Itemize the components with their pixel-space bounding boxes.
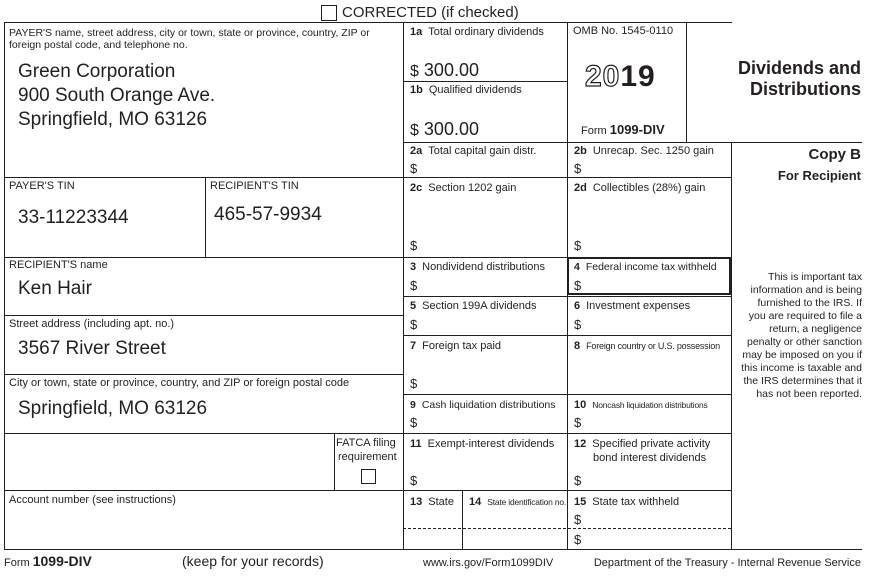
box6-label: 6 Investment expenses xyxy=(574,300,691,312)
fatca-divider xyxy=(334,433,335,490)
box2b-label: 2b Unrecap. Sec. 1250 gain xyxy=(574,145,714,157)
box15-label: 15 State tax withheld xyxy=(574,496,680,508)
row-line-7-bottom xyxy=(403,394,731,395)
box1a-amount: $ 300.00 xyxy=(410,60,479,80)
form-top-border xyxy=(4,22,732,23)
recipient-tin-label: RECIPIENT'S TIN xyxy=(210,180,299,192)
copy-for-label: For Recipient xyxy=(777,168,861,183)
box1b-label: 1b Qualified dividends xyxy=(410,84,522,96)
box11-dollar: $ xyxy=(410,473,418,488)
recipient-tin-value: 465-57-9934 xyxy=(214,204,322,225)
row-line-5-bottom xyxy=(403,335,731,336)
payer-tin-value: 33-11223344 xyxy=(18,207,129,228)
row-line-3-bottom xyxy=(403,296,731,297)
box5-label: 5 Section 199A dividends xyxy=(410,300,537,312)
payer-label: PAYER'S name, street address, city or town, state or province, country, ZIP or foreign postal code, and telephone no. xyxy=(9,27,370,51)
box7-label: 7 Foreign tax paid xyxy=(410,340,502,352)
col-divider-3-top xyxy=(686,22,687,142)
box10-dollar: $ xyxy=(574,415,582,430)
form-bottom-border xyxy=(4,549,862,550)
col-divider-3-bottom xyxy=(731,142,732,549)
recipient-name-label: RECIPIENT'S name xyxy=(9,259,108,271)
box13-14-divider xyxy=(462,490,463,549)
form-name-top: Form 1099-DIV xyxy=(581,122,665,137)
row-line-fatca-bottom xyxy=(4,490,403,491)
box7-dollar: $ xyxy=(410,376,418,391)
box4-label: 4 Federal income tax withheld xyxy=(574,261,717,273)
payer-city: Springfield, MO 63126 xyxy=(18,109,208,130)
box14-label: 14 State identification no. xyxy=(469,496,567,508)
fatca-label-line2: requirement xyxy=(338,451,397,463)
box8-label: 8 Foreign country or U.S. possession xyxy=(574,340,720,352)
box3-label: 3 Nondividend distributions xyxy=(410,261,546,273)
box4-dollar: $ xyxy=(574,278,582,293)
payer-tin-label: PAYER'S TIN xyxy=(9,180,75,192)
box12-label-line1: 12 Specified private activity xyxy=(574,438,711,450)
row-line-name-bottom xyxy=(4,315,403,316)
box15-dollar-2: $ xyxy=(574,532,582,547)
row-line-1b-bottom xyxy=(403,142,862,143)
box2d-dollar: $ xyxy=(574,238,582,253)
footer-form-name: Form 1099-DIV xyxy=(4,553,92,569)
irs-notice: This is important tax information and is being furnished to the IRS. If you are required to file a return, a negligence penalty or other sanction may be imposed on you if this income is taxable and the IRS determines that it has not been reported. xyxy=(741,271,862,400)
payer-name: Green Corporation xyxy=(18,61,176,82)
omb-number: OMB No. 1545-0110 xyxy=(573,25,674,37)
copy-label: Copy B xyxy=(808,146,861,163)
corrected-label: CORRECTED (if checked) xyxy=(342,4,519,21)
row-line-payer-bottom xyxy=(4,177,403,178)
form-title-line2: Distributions xyxy=(750,79,861,99)
box10-label: 10 Noncash liquidation distributions xyxy=(574,399,708,411)
recipient-city-label: City or town, state or province, country, and ZIP or foreign postal code xyxy=(9,377,350,389)
footer-keep: (keep for your records) xyxy=(182,553,324,569)
box1a-label: 1a Total ordinary dividends xyxy=(410,26,544,38)
col-divider-1 xyxy=(403,22,404,549)
form-title-line1: Dividends and xyxy=(737,58,861,78)
recipient-street-label: Street address (including apt. no.) xyxy=(9,318,175,330)
recipient-street: 3567 River Street xyxy=(18,338,166,359)
row-line-tin-bottom xyxy=(4,257,403,258)
fatca-checkbox[interactable] xyxy=(361,469,376,484)
row-line-2a-bottom xyxy=(403,177,731,178)
payer-street: 900 South Orange Ave. xyxy=(18,85,216,106)
box2c-dollar: $ xyxy=(410,238,418,253)
box2a-label: 2a Total capital gain distr. xyxy=(410,145,537,157)
account-label: Account number (see instructions) xyxy=(9,494,176,506)
box2a-dollar: $ xyxy=(410,161,418,176)
box15-dollar-1: $ xyxy=(574,512,582,527)
box11-label: 11 Exempt-interest dividends xyxy=(410,438,555,450)
box1b-amount: $ 300.00 xyxy=(410,119,479,139)
row-line-city-bottom xyxy=(4,433,403,434)
state-dashed-line xyxy=(403,528,731,529)
recipient-name: Ken Hair xyxy=(18,278,92,299)
form-left-border xyxy=(4,22,5,549)
row-line-11-bottom xyxy=(403,490,731,491)
footer-url[interactable]: www.irs.gov/Form1099DIV xyxy=(423,557,554,569)
box2c-label: 2c Section 1202 gain xyxy=(410,182,517,194)
box12-label-line2: bond interest dividends xyxy=(593,452,707,464)
footer-dept: Department of the Treasury - Internal Revenue Service xyxy=(593,557,861,569)
recipient-city: Springfield, MO 63126 xyxy=(18,398,208,419)
box6-dollar: $ xyxy=(574,317,582,332)
box9-label: 9 Cash liquidation distributions xyxy=(410,399,556,411)
box3-dollar: $ xyxy=(410,278,418,293)
box2d-label: 2d Collectibles (28%) gain xyxy=(574,182,706,194)
corrected-checkbox[interactable] xyxy=(321,5,337,21)
tin-divider xyxy=(205,177,206,257)
box2b-dollar: $ xyxy=(574,161,582,176)
box12-dollar: $ xyxy=(574,473,582,488)
tax-year: 2019 xyxy=(585,60,656,93)
fatca-label-line1: FATCA filing xyxy=(336,437,396,449)
row-line-street-bottom xyxy=(4,374,403,375)
box5-dollar: $ xyxy=(410,317,418,332)
box9-dollar: $ xyxy=(410,415,418,430)
row-line-9-bottom xyxy=(403,433,731,434)
box13-label: 13 State xyxy=(410,496,454,508)
